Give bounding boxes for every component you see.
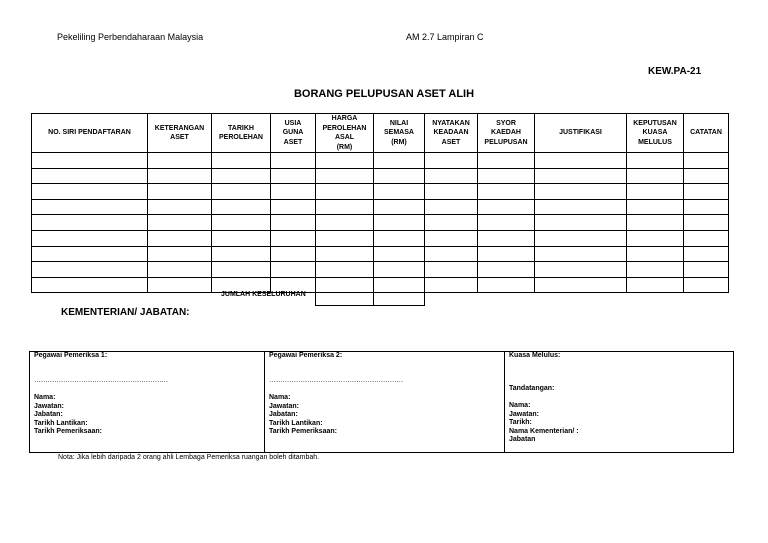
field-label: Tarikh: — [509, 419, 532, 426]
table-cell[interactable] — [271, 153, 316, 169]
table-cell[interactable] — [425, 184, 478, 200]
table-cell[interactable] — [684, 230, 729, 246]
table-cell[interactable] — [535, 184, 627, 200]
table-cell[interactable] — [271, 199, 316, 215]
examiner-2-panel — [265, 352, 505, 452]
table-cell[interactable] — [425, 199, 478, 215]
col-header: JUSTIFIKASI — [535, 114, 627, 153]
table-cell[interactable] — [32, 199, 148, 215]
field-label: Tarikh Lantikan: — [34, 419, 88, 427]
table-cell[interactable] — [148, 199, 212, 215]
table-header-row — [32, 114, 729, 153]
field-label: Jabatan: — [34, 411, 63, 418]
col-header: NO. SIRI PENDAFTARAN — [32, 114, 148, 153]
field-label: Nama: — [509, 402, 531, 409]
col-header: NYATAKAN KEADAAN ASET — [425, 114, 478, 153]
signature-line[interactable]: …………………………………………………… — [34, 377, 169, 384]
table-cell[interactable] — [684, 215, 729, 231]
table-cell[interactable] — [148, 277, 212, 293]
table-cell[interactable] — [374, 168, 425, 184]
col-header: USIA GUNA ASET — [271, 114, 316, 153]
table-cell[interactable] — [271, 262, 316, 278]
circular-reference: Pekeliling Perbendaharaan Malaysia — [57, 32, 204, 42]
signature-label: Tandatangan: — [509, 385, 555, 392]
table-cell[interactable] — [425, 215, 478, 231]
table-cell[interactable] — [684, 262, 729, 278]
table-cell[interactable] — [271, 168, 316, 184]
table-row — [32, 168, 729, 184]
footnote: Nota: Jika lebih daripada 2 orang ahli Lembaga Pemeriksa ruangan boleh ditambah. — [58, 454, 320, 461]
table-cell[interactable] — [478, 277, 535, 293]
field-label: Jawatan: — [269, 402, 299, 410]
field-label: Jawatan: — [34, 402, 64, 410]
table-cell[interactable] — [535, 153, 627, 169]
approver-title: Kuasa Melulus: — [509, 352, 561, 359]
table-cell[interactable] — [425, 246, 478, 262]
total-nilai-field[interactable] — [373, 291, 425, 306]
field-label: Nama: — [269, 394, 291, 401]
col-header: SYOR KAEDAH PELUPUSAN — [478, 114, 535, 153]
table-cell[interactable] — [684, 277, 729, 293]
field-label: Jawatan: — [509, 410, 539, 418]
table-cell[interactable] — [271, 215, 316, 231]
signature-section — [29, 351, 734, 453]
table-cell[interactable] — [374, 153, 425, 169]
field-label: Jabatan — [509, 436, 536, 443]
col-header: TARIKH PEROLEHAN — [212, 114, 271, 153]
table-cell[interactable] — [478, 168, 535, 184]
table-cell[interactable] — [212, 184, 271, 200]
col-header: KETERANGAN ASET — [148, 114, 212, 153]
table-cell[interactable] — [425, 168, 478, 184]
table-cell[interactable] — [535, 246, 627, 262]
table-cell[interactable] — [148, 153, 212, 169]
col-header: HARGA PEROLEHAN ASAL (RM) — [316, 114, 374, 153]
field-label: Nama: — [34, 394, 56, 401]
table-cell[interactable] — [316, 262, 374, 278]
table-cell[interactable] — [684, 199, 729, 215]
table-cell[interactable] — [627, 215, 684, 231]
table-cell[interactable] — [684, 246, 729, 262]
table-cell[interactable] — [148, 262, 212, 278]
table-cell[interactable] — [148, 184, 212, 200]
field-label: Tarikh Lantikan: — [269, 419, 323, 427]
total-harga-field[interactable] — [315, 291, 374, 306]
field-label: Jabatan: — [269, 411, 298, 418]
table-cell[interactable] — [684, 168, 729, 184]
table-cell[interactable] — [684, 184, 729, 200]
table-cell[interactable] — [535, 230, 627, 246]
table-cell[interactable] — [212, 153, 271, 169]
table-cell[interactable] — [316, 199, 374, 215]
examiner-2-title: Pegawai Pemeriksa 2: — [269, 352, 343, 359]
table-cell[interactable] — [627, 246, 684, 262]
table-cell[interactable] — [478, 153, 535, 169]
disposal-table — [31, 113, 729, 293]
table-cell[interactable] — [32, 153, 148, 169]
table-cell[interactable] — [535, 215, 627, 231]
table-cell[interactable] — [478, 262, 535, 278]
table-cell[interactable] — [535, 277, 627, 293]
table-cell[interactable] — [32, 277, 148, 293]
table-cell[interactable] — [478, 215, 535, 231]
table-cell[interactable] — [374, 199, 425, 215]
table-cell[interactable] — [212, 199, 271, 215]
table-cell[interactable] — [535, 168, 627, 184]
table-row — [32, 215, 729, 231]
examiner-1-panel — [30, 352, 265, 452]
table-row — [32, 262, 729, 278]
ministry-label: KEMENTERIAN/ JABATAN: — [61, 307, 190, 318]
approver-panel — [505, 352, 733, 452]
table-row — [32, 246, 729, 262]
table-cell[interactable] — [374, 230, 425, 246]
table-cell[interactable] — [627, 168, 684, 184]
table-cell[interactable] — [316, 184, 374, 200]
table-cell[interactable] — [271, 230, 316, 246]
table-cell[interactable] — [316, 246, 374, 262]
table-cell[interactable] — [425, 153, 478, 169]
field-label: Tarikh Pemeriksaan: — [34, 428, 102, 435]
table-cell[interactable] — [32, 184, 148, 200]
table-cell[interactable] — [627, 153, 684, 169]
table-cell[interactable] — [271, 246, 316, 262]
table-cell[interactable] — [425, 230, 478, 246]
table-cell[interactable] — [212, 230, 271, 246]
total-label: JUMLAH KESELURUHAN — [221, 291, 306, 298]
table-cell[interactable] — [425, 277, 478, 293]
table-cell[interactable] — [425, 262, 478, 278]
table-cell[interactable] — [32, 215, 148, 231]
table-cell[interactable] — [535, 262, 627, 278]
table-cell[interactable] — [374, 215, 425, 231]
table-cell[interactable] — [212, 246, 271, 262]
table-cell[interactable] — [627, 230, 684, 246]
table-cell[interactable] — [212, 215, 271, 231]
table-cell[interactable] — [627, 199, 684, 215]
table-cell[interactable] — [684, 153, 729, 169]
table-cell[interactable] — [212, 262, 271, 278]
table-row — [32, 199, 729, 215]
table-cell[interactable] — [148, 246, 212, 262]
col-header: NILAI SEMASA (RM) — [374, 114, 425, 153]
examiner-1-title: Pegawai Pemeriksa 1: — [34, 352, 108, 359]
table-cell[interactable] — [374, 246, 425, 262]
table-cell[interactable] — [316, 215, 374, 231]
table-cell[interactable] — [478, 246, 535, 262]
col-header: CATATAN — [684, 114, 729, 153]
table-cell[interactable] — [148, 168, 212, 184]
table-cell[interactable] — [478, 184, 535, 200]
table-row — [32, 184, 729, 200]
table-cell[interactable] — [627, 262, 684, 278]
table-row — [32, 153, 729, 169]
table-cell[interactable] — [32, 230, 148, 246]
table-cell[interactable] — [32, 262, 148, 278]
signature-line[interactable]: …………………………………………………… — [269, 377, 404, 384]
table-cell[interactable] — [535, 199, 627, 215]
table-cell[interactable] — [271, 184, 316, 200]
col-header: KEPUTUSAN KUASA MELULUS — [627, 114, 684, 153]
table-cell[interactable] — [148, 215, 212, 231]
table-cell[interactable] — [374, 262, 425, 278]
table-cell[interactable] — [316, 230, 374, 246]
table-row — [32, 230, 729, 246]
table-cell[interactable] — [32, 168, 148, 184]
form-code: KEW.PA-21 — [648, 66, 702, 77]
table-cell[interactable] — [316, 153, 374, 169]
table-cell[interactable] — [627, 184, 684, 200]
table-cell[interactable] — [374, 184, 425, 200]
table-cell[interactable] — [316, 168, 374, 184]
table-cell[interactable] — [212, 168, 271, 184]
table-cell[interactable] — [148, 230, 212, 246]
form-title: BORANG PELUPUSAN ASET ALIH — [293, 88, 475, 100]
table-cell[interactable] — [627, 277, 684, 293]
table-cell[interactable] — [478, 199, 535, 215]
appendix-reference: AM 2.7 Lampiran C — [406, 32, 484, 42]
table-cell[interactable] — [478, 230, 535, 246]
field-label: Tarikh Pemeriksaan: — [269, 428, 337, 435]
field-label: Nama Kementerian/ : — [509, 427, 579, 435]
table-cell[interactable] — [32, 246, 148, 262]
